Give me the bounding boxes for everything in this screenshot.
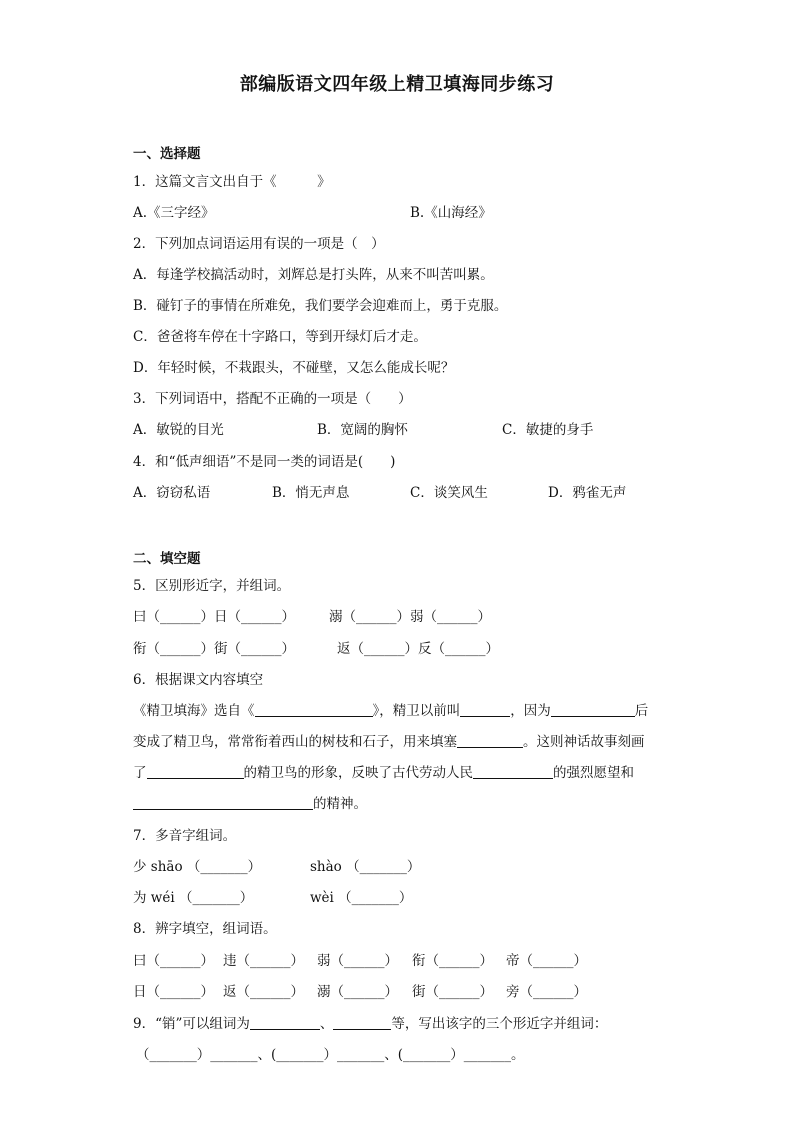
q6-text: 的强烈愿望和: [553, 765, 634, 781]
blank-line[interactable]: [147, 764, 244, 779]
q3-option-b: B．宽阔的胸怀: [317, 422, 408, 438]
blank-line[interactable]: [473, 764, 553, 779]
q2-option-a: A．每逢学校搞活动时，刘辉总是打头阵，从来不叫苦叫累。: [133, 267, 494, 283]
q1-stem: 1．这篇文言文出自于《 》: [133, 174, 331, 190]
q6-line1: [133, 702, 648, 720]
q4-option-b: B．悄无声息: [272, 485, 350, 501]
q8-row2-c2: 返（______）: [223, 984, 304, 1000]
q5-row1-right: 溺（______）弱（______）: [329, 609, 491, 625]
q2-option-c: C．爸爸将车停在十字路口，等到开绿灯后才走。: [133, 329, 427, 345]
q7-row1-right: shào （_______）: [310, 859, 421, 875]
q6-text: ，因为: [510, 703, 551, 719]
q8-row1-c3: 弱（______）: [317, 953, 398, 969]
q2-stem: 2．下列加点词语运用有误的一项是（ ）: [133, 236, 385, 252]
q8-row2-c3: 溺（______）: [317, 984, 398, 1000]
q6-text: 了: [133, 765, 147, 781]
q9-line2: （_______）_______、(_______）_______、(_______）_______。: [136, 1047, 525, 1063]
blank-line[interactable]: [250, 1015, 320, 1030]
q7-row1-left: 少 shāo （_______）: [133, 859, 262, 875]
q6-line3: [133, 764, 634, 782]
q9-text: 9．“销”可以组词为: [133, 1016, 250, 1032]
q8-row1-c2: 违（______）: [223, 953, 304, 969]
q6-text: 的精神。: [313, 796, 367, 812]
q6-text: 》，精卫以前叫: [372, 703, 461, 719]
q2-option-d: D．年轻时候，不栽跟头，不碰壁，又怎么能成长呢？: [133, 360, 455, 376]
q4-option-c: C．谈笑风生: [410, 485, 488, 501]
q8-row1-c5: 帝（______）: [506, 953, 587, 969]
blank-line[interactable]: [333, 1015, 391, 1030]
q6-text: 的精卫鸟的形象，反映了古代劳动人民: [243, 765, 473, 781]
q1-option-b: B.《山海经》: [410, 205, 492, 221]
q8-row2-c1: 日（______）: [133, 984, 214, 1000]
section-heading-choice: 一、选择题: [133, 146, 201, 162]
q7-stem: 7．多音字组词。: [133, 828, 237, 844]
q6-text: 《精卫填海》选自《: [133, 703, 255, 719]
q6-text: 。这则神话故事刻画: [523, 734, 645, 750]
q4-stem: 4．和“低声细语”不是同一类的词语是( ): [133, 454, 396, 470]
q5-row2-left: 衔（______）街（______）: [133, 641, 295, 657]
q8-stem: 8．辨字填空，组词语。: [133, 921, 277, 937]
q6-line4: [133, 795, 367, 813]
q1-option-a: A.《三字经》: [133, 205, 215, 221]
q9-text: 等，写出该字的三个形近字并组词：: [391, 1016, 608, 1032]
q4-option-a: A．窃窃私语: [133, 485, 211, 501]
q8-row1-c4: 衔（______）: [412, 953, 493, 969]
q6-stem: 6．根据课文内容填空: [133, 672, 264, 688]
q7-row2-right: wèi （_______）: [310, 890, 413, 906]
q6-text: 变成了精卫鸟，常常衔着西山的树枝和石子，用来填塞: [133, 734, 457, 750]
q2-option-b: B．碰钉子的事情在所难免，我们要学会迎难而上，勇于克服。: [133, 298, 508, 314]
q5-stem: 5．区别形近字，并组词。: [133, 578, 291, 594]
q3-option-a: A．敏锐的目光: [133, 422, 224, 438]
q4-option-d: D．鸦雀无声: [548, 485, 627, 501]
q8-row2-c5: 旁（______）: [506, 984, 587, 1000]
q6-text: 后: [634, 703, 649, 719]
blank-line[interactable]: [551, 702, 635, 717]
page-title: 部编版语文四年级上精卫填海同步练习: [239, 74, 555, 95]
q3-stem: 3．下列词语中，搭配不正确的一项是（ ）: [133, 391, 412, 407]
q8-row2-c4: 街（______）: [412, 984, 493, 1000]
q5-row2-right: 返（______）反（______）: [337, 641, 499, 657]
blank-line[interactable]: [457, 733, 523, 748]
q9-text: 、: [319, 1016, 334, 1032]
q9-line1: [133, 1015, 607, 1033]
q8-row1-c1: 曰（______）: [133, 953, 214, 969]
blank-line[interactable]: [460, 702, 510, 717]
q7-row2-left: 为 wéi （_______）: [133, 890, 254, 906]
q6-line2: [133, 733, 645, 751]
blank-line[interactable]: [255, 702, 373, 717]
section-heading-fill: 二、填空题: [133, 551, 201, 567]
q5-row1-left: 曰（______）日（______）: [133, 609, 295, 625]
q3-option-c: C．敏捷的身手: [502, 422, 594, 438]
blank-line[interactable]: [133, 795, 313, 810]
